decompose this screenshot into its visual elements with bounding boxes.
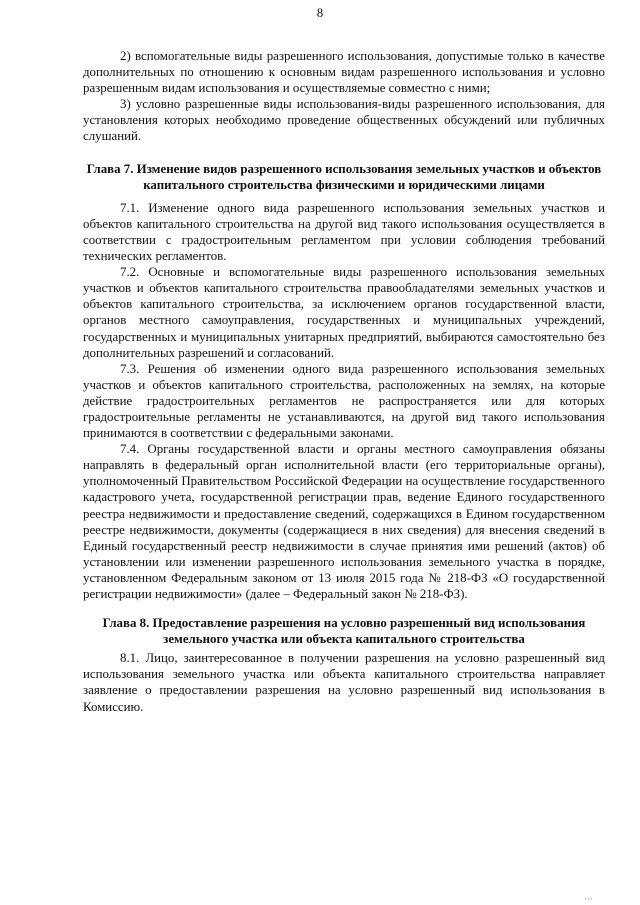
page-number: 8	[316, 6, 324, 20]
clause-8-1: 8.1. Лицо, заинтересованное в получении разрешения на условно разрешенный вид использования земельного участка или объекта капитального строительства направляет заявление о предоставлении разрешения на условно разрешенный вид использования в Комиссию.	[83, 651, 605, 714]
chapter-7-heading: Глава 7. Изменение видов разрешенного использования земельных участков и объектов капитального строительства физическими и юридическими лицами	[86, 161, 602, 192]
chapter-8-heading: Глава 8. Предоставление разрешения на условно разрешенный вид использования земельного участка или объекта капитального строительства	[102, 616, 586, 647]
clause-7-4: 7.4. Органы государственной власти и органы местного самоуправления обязаны направлять в федеральный орган исполнительной власти (его территориальные органы), уполномоченный Правительством Российской Федерации на осуществление государственного кадастрового учета, государственной регистрации прав, ведение Единого государственного реестра недвижимости и предоставление сведений, содержащихся в Едином государственном реестре недвижимости, документы (содержащиеся в них сведения) для внесения сведений в Единый государственный реестр недвижимости в случае принятия ими решений (актов) об установлении или изменении разрешенного использования земельного участка в порядке, установленном Федеральным законом от 13 июля 2015 года № 218-ФЗ «О государственной регистрации недвижимости» (далее – Федеральный закон № 218-ФЗ).	[83, 442, 605, 601]
corner-scan-mark: ' ' '	[584, 897, 592, 905]
list-item-2: 2) вспомогательные виды разрешенного использования, допустимые только в качестве дополнительных по отношению к основным видам разрешенного использования и условно разрешенным видам использования и осуществляемые совместно с ними;	[83, 49, 605, 96]
page-content	[83, 48, 605, 715]
clause-7-3: 7.3. Решения об изменении одного вида разрешенного использования земельных участков и объектов капитального строительства, расположенных на землях, на которые действие градостроительных регламентов не распространяется или для которых градостроительные регламенты не устанавливаются, на другой вид такого использования принимаются в соответствии с федеральными законами.	[83, 361, 605, 441]
clause-7-1: 7.1. Изменение одного вида разрешенного использования земельных участков и объектов капитального строительства на другой вид такого использования осуществляется в соответствии с градостроительным регламентом при условии соблюдения требований технических регламентов.	[83, 200, 605, 264]
clause-7-2: 7.2. Основные и вспомогательные виды разрешенного использования земельных участков и объектов капитального строительства правообладателями земельных участков и объектов капитального строительства, за исключением органов государственной власти, органов местного самоуправления, государственных и муниципальных учреждений, государственных и муниципальных унитарных предприятий, выбираются самостоятельно без дополнительных разрешений и согласований.	[83, 265, 605, 360]
list-item-3: 3) условно разрешенные виды использования-виды разрешенного использования, для установления которых необходимо проведение общественных обсуждений или публичных слушаний.	[83, 97, 605, 144]
